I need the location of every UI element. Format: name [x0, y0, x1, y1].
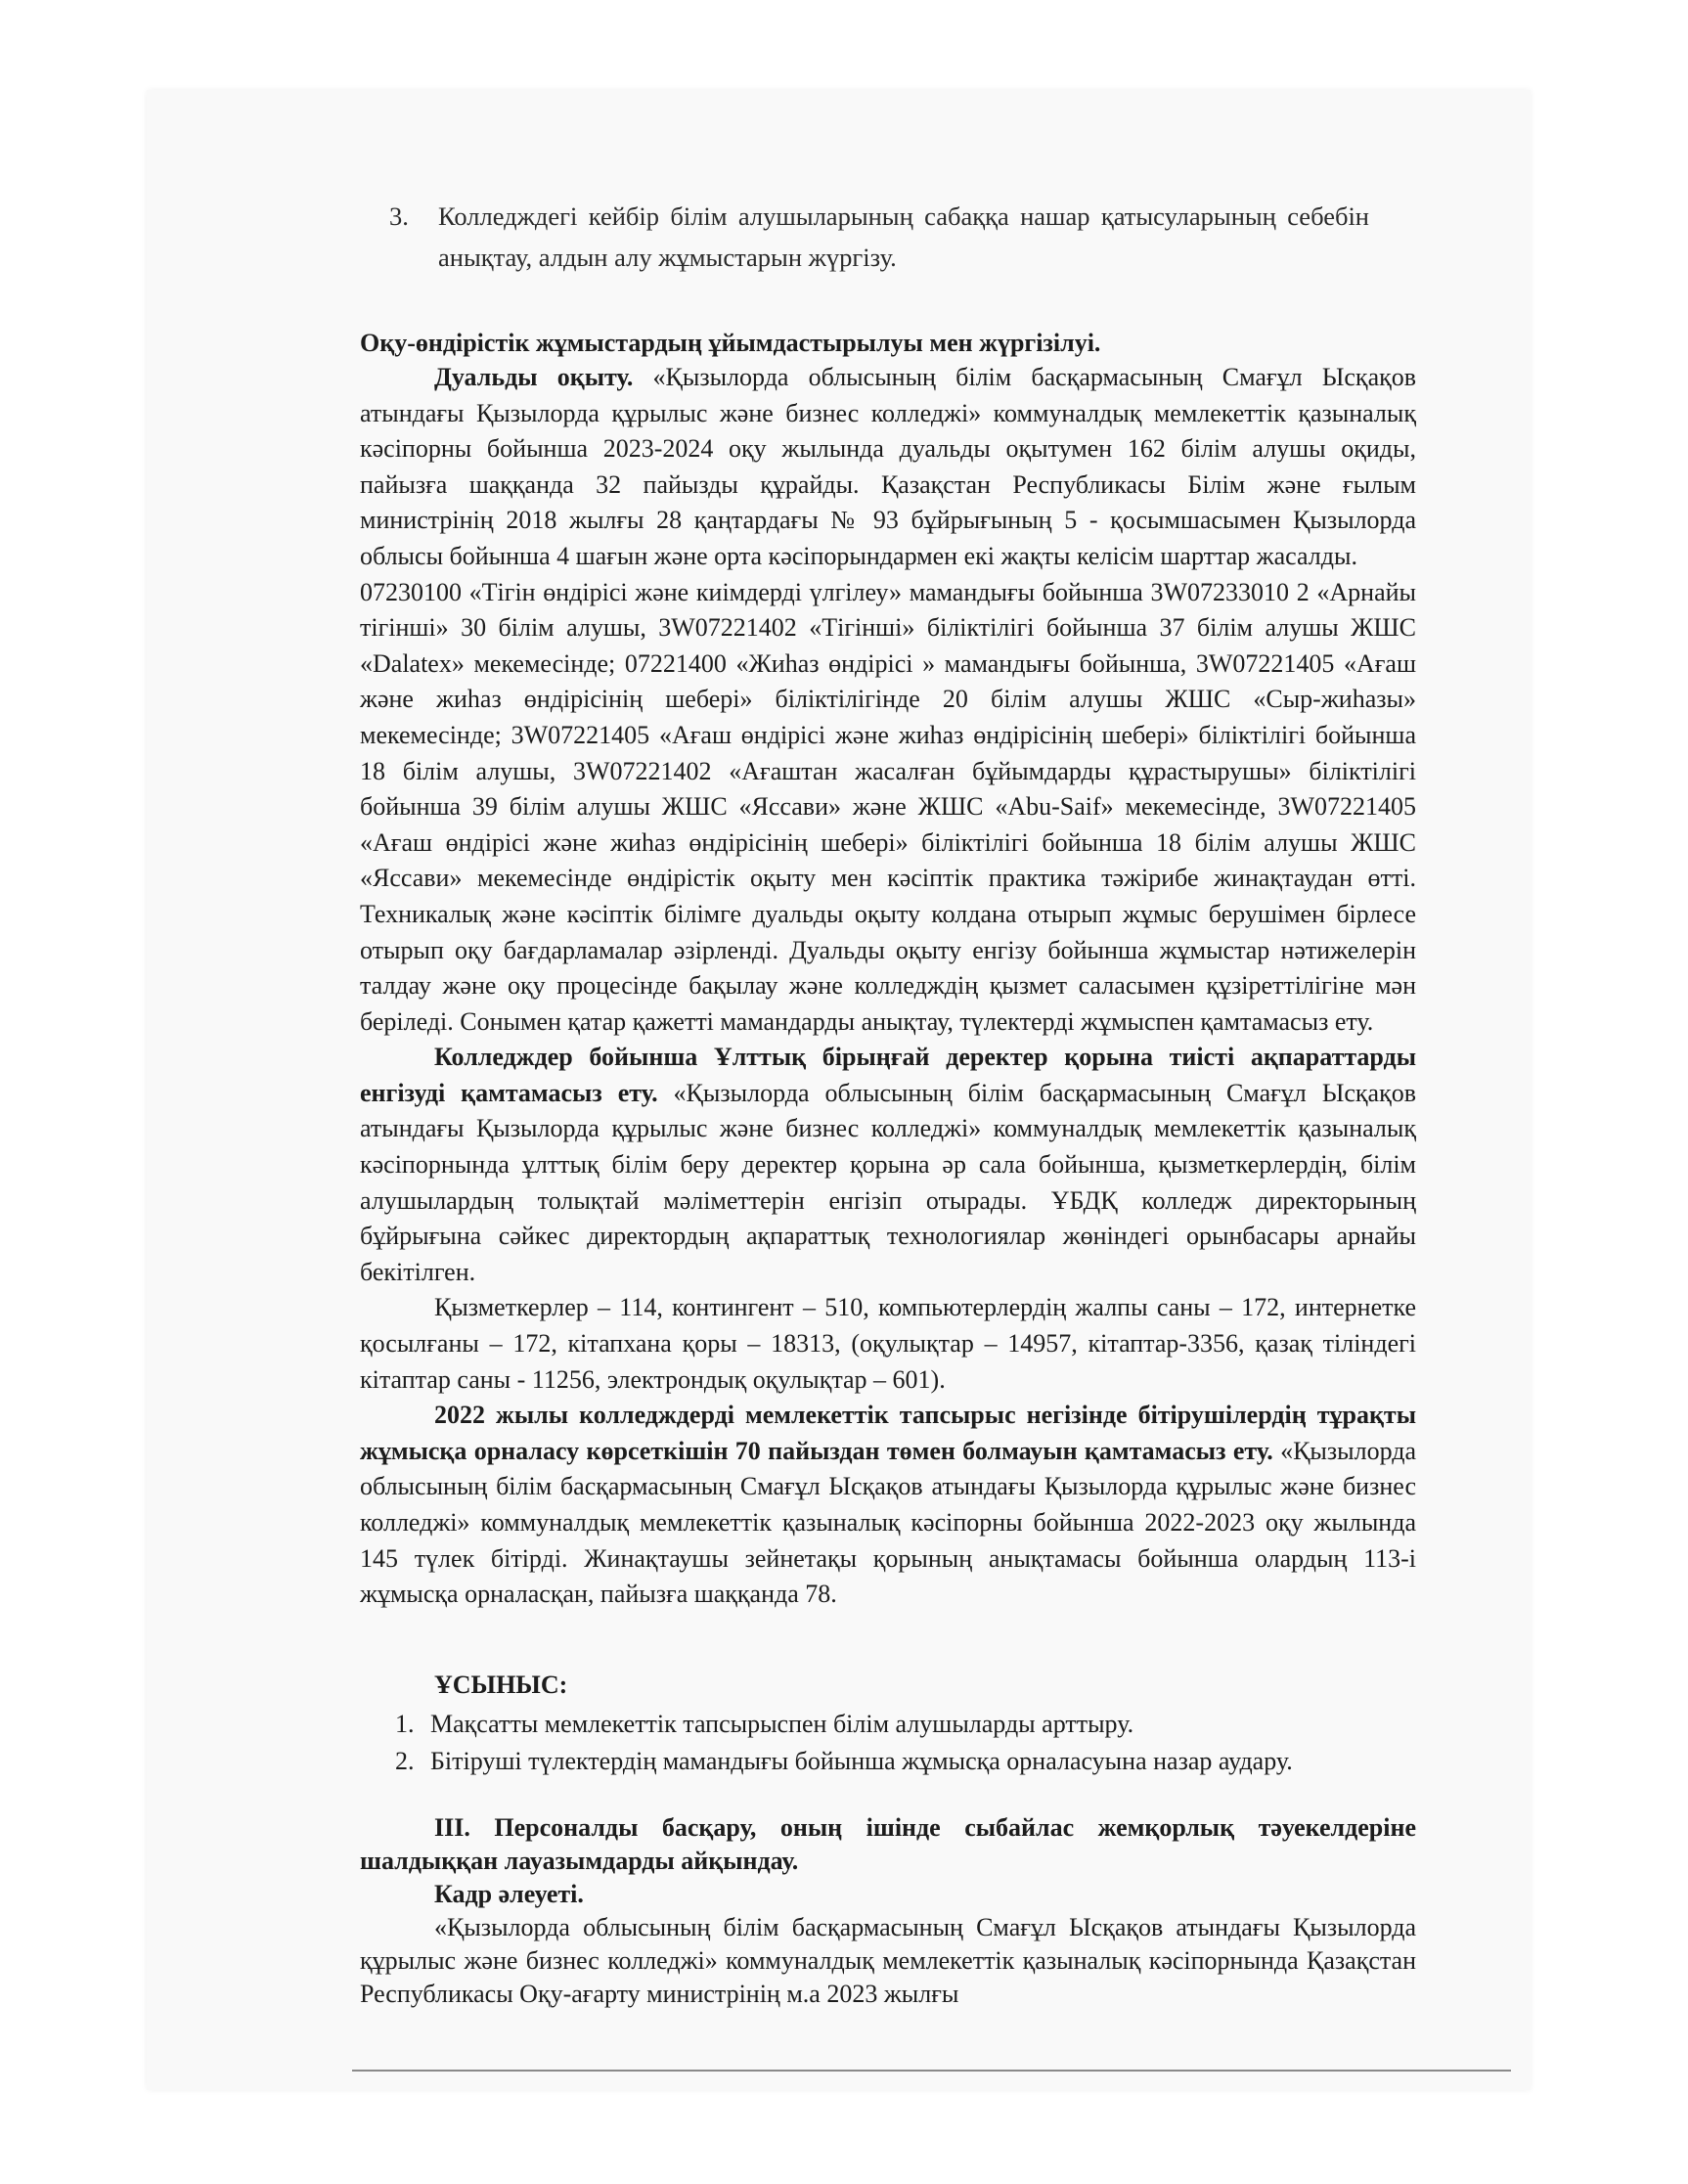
list-item-number: 3. — [389, 201, 409, 231]
paragraph-lead: Дуальды оқыту. — [434, 363, 634, 391]
section-3-heading: III. Персоналды басқару, оның ішінде сыбайлас жемқорлық тәуекелдеріне шалдыққан лауазымдарды айқындау. — [360, 1813, 1416, 1875]
section-3 — [360, 1811, 1416, 2011]
list-item — [360, 1743, 1416, 1780]
list-item-3 — [391, 196, 1369, 278]
paragraph-text: «Қызылорда облысының білім басқармасының Смағұл Ысқақов атындағы Қызылорда құрылыс және бизнес колледжі» коммуналдық мемлекеттік қазыналық кәсіпорнында ұлттық білім беру деректер қорына әр сала бойынша, қызметкерлердің, білім алушылардың толықтай мәліметтерін енгізіп отырады. ҰБДҚ колледж директорының бұйрығына сәйкес директордың ақпараттық технологиялар жөніндегі орынбасары арнайы бекітілген. — [360, 1078, 1417, 1286]
list-item — [360, 1706, 1416, 1743]
recommendations-list — [360, 1706, 1416, 1780]
section-3-subheading: Кадр әлеуеті. — [434, 1880, 584, 1908]
paragraph-lead: 2022 жылы колледждерді мемлекеттік тапсырыс негізінде бітірушілердің тұрақты жұмысқа орналасу көрсеткішін 70 пайыздан төмен болмауын қамтамасыз ету. — [360, 1401, 1416, 1465]
paragraph-statistics: Қызметкерлер – 114, контингент – 510, компьютерлердің жалпы саны – 172, интернетке қосылғаны – 172, кітапхана қоры – 18313, (оқулықтар – 14957, кітаптар-3356, қазақ тіліндегі кітаптар саны - 11256, электрондық оқулықтар – 601). — [360, 1293, 1416, 1394]
list-item-number: 1. — [395, 1710, 415, 1738]
paragraph-text: «Қызылорда облысының білім басқармасының Смағұл Ысқақов атындағы Қызылорда құрылыс және бизнес колледжі» коммуналдық мемлекеттік қазыналық кәсіпорны бойынша 2023-2024 оқу жылында дуальды оқытумен 162 білім алушы оқиды, пайызға шаққанда 32 пайызды құрайды. Қазақстан Республикасы Білім және ғылым министрінің 2018 жылғы 28 қаңтардағы № 93 бұйрығының 5 - қосымшасымен Қызылорда облысы бойынша 4 шағын және орта кәсіпорындармен екі жақты келісім шарттар жасалды. — [360, 363, 1417, 570]
list-item-text: Мақсатты мемлекеттік тапсырыспен білім алушыларды арттыру. — [430, 1710, 1134, 1738]
paragraph-national-database — [360, 1040, 1416, 1290]
list-item-text: Бітіруші түлектердің мамандығы бойынша жұмысқа орналасуына назар аудару. — [430, 1747, 1293, 1775]
document-body — [360, 360, 1416, 1613]
recommendations — [360, 1667, 1416, 1780]
recommendations-title: ҰСЫНЫС: — [434, 1671, 568, 1699]
paragraph-employment — [360, 1398, 1416, 1613]
paragraph-dual-training — [360, 360, 1416, 575]
page-bottom-rule — [352, 2070, 1511, 2072]
section-3-paragraph: «Қызылорда облысының білім басқармасының Смағұл Ысқақов атындағы Қызылорда құрылыс және бизнес колледжі» коммуналдық мемлекеттік қазыналық кәсіпорнында Қазақстан Республикасы Оқу-ағарту министрінің м.а 2023 жылғы — [360, 1913, 1416, 2008]
section-heading: Оқу-өндірістік жұмыстардың ұйымдастырылуы мен жүргізілуі. — [360, 329, 1101, 357]
list-item-text: Колледждегі кейбір білім алушыларының сабаққа нашар қатысуларының себебін анықтау, алдын алу жұмыстарын жүргізу. — [438, 201, 1369, 272]
paragraph-specialties: 07230100 «Тігін өндірісі және киімдерді үлгілеу» мамандығы бойынша 3W07233010 2 «Арнайы тігінші» 30 білім алушы, 3W07221402 «Тігінші» біліктілігі бойынша 37 білім алушы ЖШС «Dalatex» мекемесінде; 07221400 «Жиһаз өндірісі » мамандығы бойынша, 3W07221405 «Ағаш және жиһаз өндірісінің шебері» біліктілігінде 20 білім алушы ЖШС «Сыр-жиһазы» мекемесінде; 3W07221405 «Ағаш өндірісі және жиһаз өндірісінің шебері» біліктілігі бойынша 18 білім алушы, 3W07221402 «Ағаштан жасалған бұйымдарды құрастырушы» біліктілігі бойынша 39 білім алушы ЖШС «Яссави» және ЖШС «Abu-Saif» мекемесінде, 3W07221405 «Ағаш өндірісі және жиһаз өндірісінің шебері» біліктілігі бойынша 18 білім алушы ЖШС «Яссави» мекемесінде өндірістік оқыту мен кәсіптік практика тәжірибе жинақтаудан өтті. Техникалық және кәсіптік білімге дуальды оқыту колдана отырып жұмыс берушімен бірлесе отырып оқу бағдарламалар әзірленді. Дуальды оқыту енгізу бойынша жұмыстар нәтижелерін талдау және оқу процесінде бақылау және колледждің қызмет саласымен құзіреттілігіне мән беріледі. Сонымен қатар қажетті мамандарды анықтау, түлектерді жұмыспен қамтамасыз ету. — [360, 577, 1416, 1036]
paragraph-lead: Колледждер бойынша Ұлттық бірыңғай деректер қорына тиісті ақпараттарды енгізуді қамтамасыз ету. — [360, 1043, 1416, 1107]
paragraph-text: «Қызылорда облысының білім басқармасының Смағұл Ысқақов атындағы Қызылорда құрылыс және бизнес колледжі» коммуналдық мемлекеттік қазыналық кәсіпорны бойынша 2022-2023 оқу жылында 145 түлек бітірді. Жинақтаушы зейнетақы қорының анықтамасы бойынша олардың 113-і жұмысқа орналасқан, пайызға шаққанда 78. — [360, 1436, 1417, 1609]
list-item-number: 2. — [395, 1747, 415, 1775]
